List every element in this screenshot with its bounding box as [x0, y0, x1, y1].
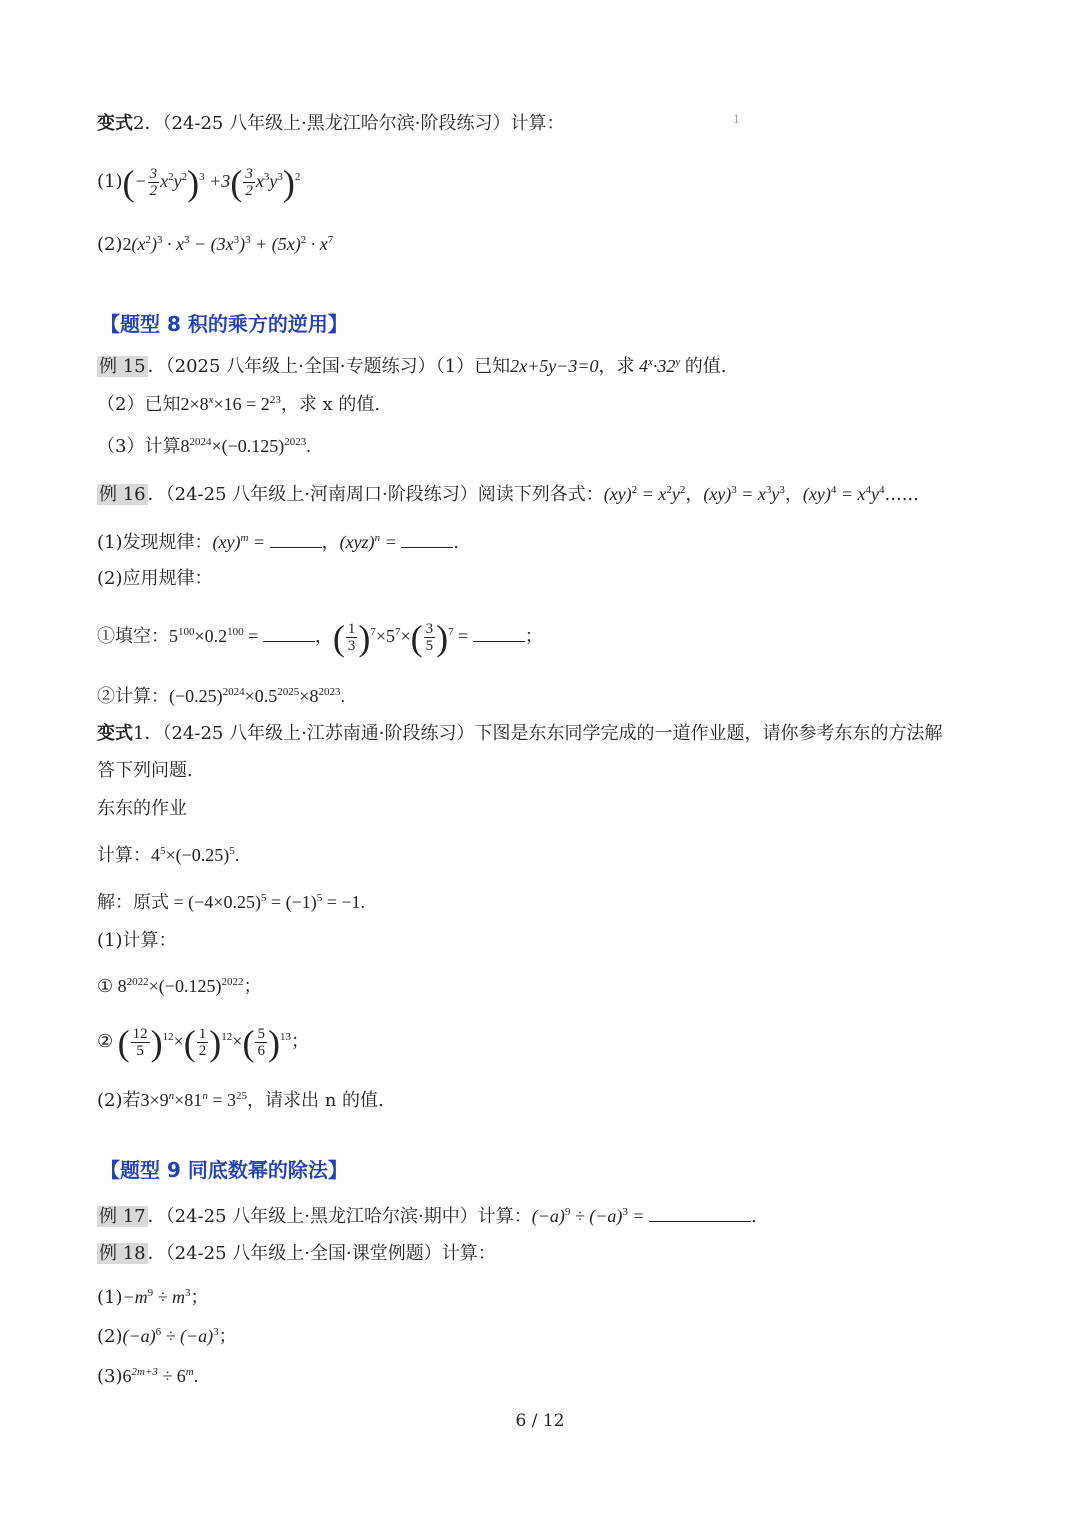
ex18-q1-formula: $-m^9 \div m^3$； — [122, 1287, 209, 1307]
ex15-line1 — [97, 350, 727, 379]
answer-blank[interactable] — [270, 533, 322, 548]
variant1-q2-formula: $3\times 9^n\times 81^n = 3^{25}$ — [140, 1090, 247, 1110]
variant2-source: （24-25 八年级上·黑龙江哈尔滨·阶段练习）计算： — [162, 113, 565, 134]
variant2-label: 变式 — [97, 113, 133, 134]
page-mark: 1 — [733, 113, 740, 126]
ex18-line — [97, 1242, 496, 1266]
ex16-fill-label: ①填空： — [97, 626, 169, 647]
variant1-number: 1． — [133, 723, 163, 744]
variant1-q2-tail: ，请求出 n 的值. — [246, 1090, 384, 1111]
homework-calc-label: 计算： — [97, 845, 151, 866]
ex18-q2-formula: $(-a)^6 \div (-a)^3$； — [122, 1326, 237, 1346]
ex16-q1: (1)发现规律：(xy)$^m$ = ，(xyz)$^n$ = . — [97, 532, 459, 553]
ex16-line1 — [97, 478, 919, 507]
ex16-fill-formula: $5^{100}\times 0.2^{100}$ = — [169, 626, 263, 646]
variant1-q1b — [97, 1022, 309, 1063]
ex18-q3 — [97, 1360, 198, 1389]
page-number: 6 / 12 — [515, 1411, 565, 1431]
answer-blank[interactable] — [473, 627, 525, 642]
ex15-tail2: 的值. — [684, 356, 727, 377]
ex18-q3-formula: $6^{2m+3} \div 6^m$. — [122, 1366, 199, 1386]
ex18-label: 例 18 — [99, 1243, 146, 1264]
homework-calc-formula: $4^5\times(-0.25)^5$. — [151, 845, 240, 865]
variant2-heading — [97, 112, 565, 136]
section-8-title: 【题型 8 积的乘方的逆用】 — [100, 312, 348, 336]
variant1-line1 — [97, 722, 943, 746]
variant1-label: 变式 — [97, 723, 133, 744]
ex18-q1-label: (1) — [97, 1287, 123, 1308]
variant1-text2: 答下列问题. — [97, 760, 193, 781]
ex16-q1-formula: (xy)$^m$ = — [212, 532, 270, 552]
homework-sol-label: 解：原式 — [97, 892, 169, 913]
ex15-expr1: $4^x\cdot 32^y$ — [634, 356, 681, 376]
variant2-q1 — [97, 162, 301, 203]
variant1-q1a-formula: ① $8^{2022}\times(-0.125)^{2022}$； — [97, 976, 262, 996]
ex15-p2-head: （2）已知 — [97, 394, 181, 415]
homework-sol-formula: = $(-4\times 0.25)^5 = (-1)^5 = -1$. — [169, 892, 366, 912]
ex16-calc — [97, 680, 345, 709]
ex16-fill: ①填空：$5^{100}\times 0.2^{100}$ = ，( $\frac{1}{3}$ )$^7\times 5^7\times$( $\frac{3}{5}$ )$^7$ = ； — [97, 617, 543, 658]
ex16-q2-label: (2)应用规律： — [97, 568, 213, 589]
ex18-q2-label: (2) — [97, 1326, 123, 1347]
ex18-q2 — [97, 1320, 237, 1349]
q2-label: (2) — [97, 234, 123, 255]
variant1-q1b-formula: ② ( $\frac{12}{5}$ )$^{12}$×( $\frac{1}{2}$ )$^{12}$×( $\frac{5}{6}$ )$^{13}$； — [97, 1022, 309, 1063]
ex15-expr3: $8^{2024}\times(-0.125)^{2023}$. — [180, 436, 311, 456]
ex18-head: ．（24-25 八年级上·全国·课堂例题）计算： — [147, 1243, 496, 1264]
variant1-q2-head: (2)若 — [97, 1090, 141, 1111]
ex15-label: 例 15 — [99, 356, 146, 377]
ex18-q3-label: (3) — [97, 1366, 123, 1387]
homework-calc — [97, 839, 239, 868]
ex16-head: ．（24-25 八年级上·河南周口·阶段练习）阅读下列各式： — [147, 484, 604, 505]
q1-label: (1) — [97, 171, 123, 192]
ex18-q1 — [97, 1281, 209, 1310]
ex16-dots: ...... — [884, 484, 919, 505]
ex16-label: 例 16 — [99, 484, 146, 505]
variant1-q1a — [97, 970, 261, 999]
ex16-calc-formula: $(-0.25)^{2024}\times 0.5^{2025}\times 8^{2023}$. — [169, 686, 345, 706]
section-9-title: 【题型 9 同底数幂的除法】 — [100, 1158, 348, 1182]
variant2-number: 2． — [133, 113, 163, 134]
ex17-formula: $(-a)^9 \div (-a)^3$ = — [531, 1206, 650, 1226]
homework-solution — [97, 886, 365, 915]
ex17-head: ．（24-25 八年级上·黑龙江哈尔滨·期中）计算： — [147, 1206, 532, 1227]
ex16-pattern: $(xy)^2 = x^2y^2$，$(xy)^3 = x^3y^3$，$(xy)^4 = x^4y^4$ — [603, 484, 885, 504]
variant1-text1: （24-25 八年级上·江苏南通·阶段练习）下图是东东同学完成的一道作业题，请你参考东东的方法解 — [162, 723, 943, 744]
ex15-p2-tail: ，求 x 的值. — [280, 394, 381, 415]
ex16-q2 — [97, 567, 213, 591]
answer-blank[interactable] — [649, 1207, 751, 1222]
answer-blank[interactable] — [401, 533, 453, 548]
answer-blank[interactable] — [263, 627, 315, 642]
ex15-line3 — [97, 430, 311, 459]
ex15-p3-head: （3）计算 — [97, 436, 181, 457]
ex15-eq2: $2\times 8^x\times 16 = 2^{23}$ — [180, 394, 281, 414]
variant2-q2 — [97, 228, 333, 257]
ex15-head: ．（2025 八年级上·全国·专题练习）（1）已知 — [147, 356, 511, 377]
ex15-tail1: ，求 — [598, 356, 635, 377]
ex15-line2 — [97, 388, 380, 417]
q1-formula: (− $\frac{3}{2}$ $x^2y^2)^3 +3$( $\frac{3}{2}$ $x^3y^3)^2$ — [122, 162, 301, 203]
ex17-label: 例 17 — [99, 1206, 146, 1227]
ex17-line: 例 17 ．（24-25 八年级上·黑龙江哈尔滨·期中）计算：$(-a)^9 \div (-a)^3$ = . — [99, 1206, 757, 1227]
q2-formula: $2(x^2)^3 \cdot x^3 - (3x^3)^3 + (5x)^2 \cdot x^7$ — [122, 234, 334, 254]
variant1-q1-label: (1)计算： — [97, 930, 177, 951]
homework-title-text: 东东的作业 — [97, 798, 187, 819]
variant1-q1 — [97, 929, 177, 953]
variant1-line2 — [97, 759, 193, 783]
ex16-q1-label: (1)发现规律： — [97, 532, 213, 553]
variant1-q2 — [97, 1084, 384, 1113]
ex16-calc-label: ②计算： — [97, 686, 169, 707]
homework-title — [97, 797, 187, 821]
ex15-eq1: 2x+5y−3=0 — [510, 356, 599, 376]
